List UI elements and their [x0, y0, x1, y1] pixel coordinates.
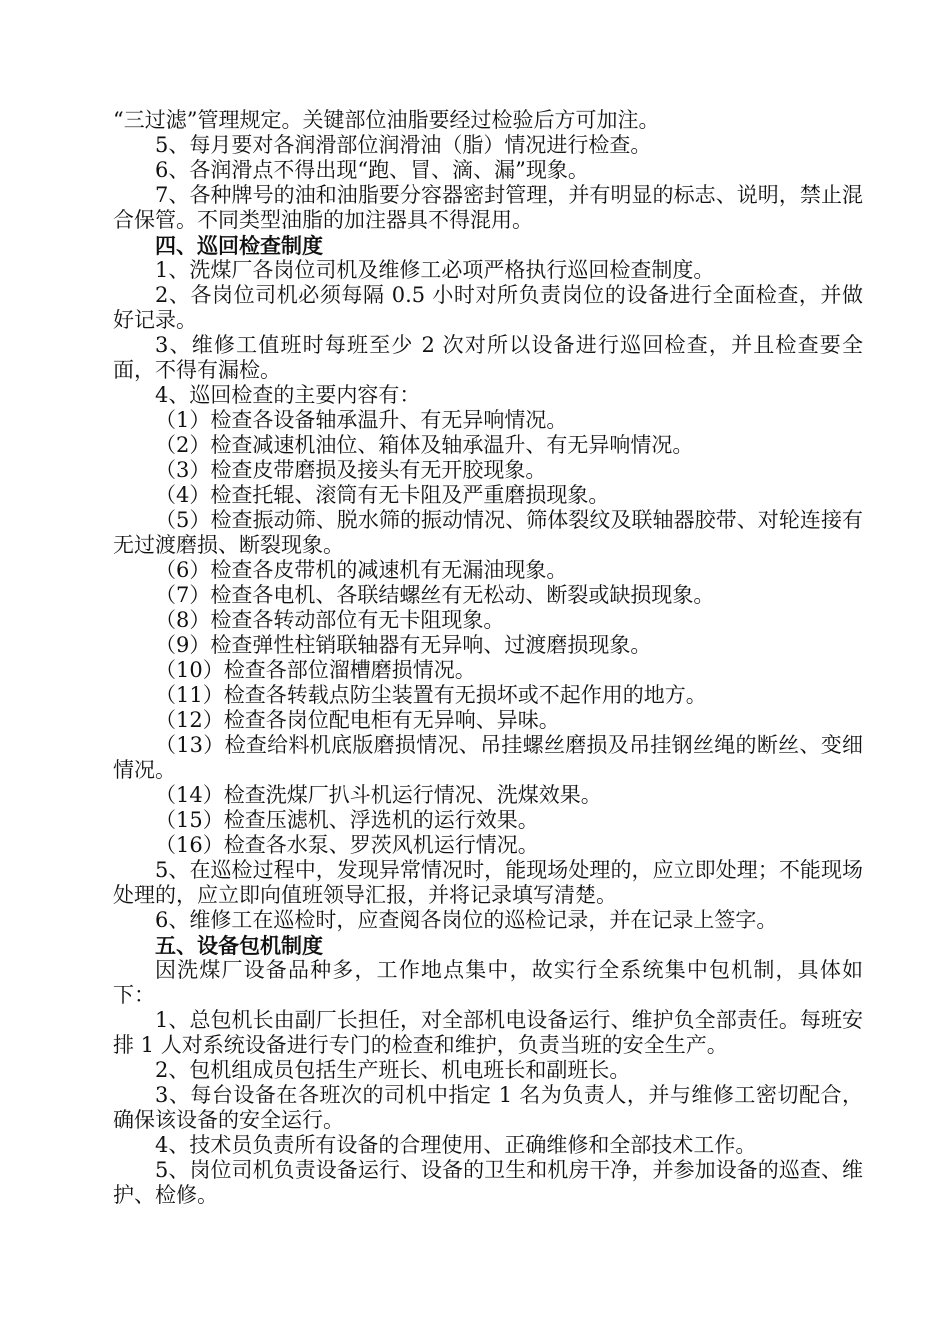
document-page — [113, 108, 863, 1208]
paragraph: 7、各种牌号的油和油脂要分容器密封管理，并有明显的标志、说明，禁止混合保管。不同类型油脂的加注器具不得混用。 — [113, 183, 863, 232]
paragraph: 4、巡回检查的主要内容有： — [155, 383, 421, 407]
paragraph: （12）检查各岗位配电柜有无异响、异味。 — [155, 708, 560, 732]
paragraph: （2）检查减速机油位、箱体及轴承温升、有无异响情况。 — [155, 433, 694, 457]
paragraph: （14）检查洗煤厂扒斗机运行情况、洗煤效果。 — [155, 783, 602, 807]
paragraph: 3、每台设备在各班次的司机中指定 1 名为负责人，并与维修工密切配合，确保该设备的安全运行。 — [113, 1083, 863, 1132]
paragraph: （11）检查各转载点防尘装置有无损坏或不起作用的地方。 — [155, 683, 707, 707]
paragraph: （7）检查各电机、各联结螺丝有无松动、断裂或缺损现象。 — [155, 583, 715, 607]
paragraph: 3、维修工值班时每班至少 2 次对所以设备进行巡回检查，并且检查要全面，不得有漏检。 — [113, 333, 863, 382]
paragraph: “三过滤”管理规定。关键部位油脂要经过检验后方可加注。 — [113, 108, 660, 132]
paragraph: （9）检查弹性柱销联轴器有无异响、过渡磨损现象。 — [155, 633, 652, 657]
paragraph: （3）检查皮带磨损及接头有无开胶现象。 — [155, 458, 547, 482]
section-heading: 四、巡回检查制度 — [155, 233, 323, 258]
paragraph: （16）检查各水泵、罗茨风机运行情况。 — [155, 833, 539, 857]
paragraph: （15）检查压滤机、浮选机的运行效果。 — [155, 808, 539, 832]
paragraph: 因洗煤厂设备品种多，工作地点集中，故实行全系统集中包机制，具体如下： — [113, 958, 863, 1007]
paragraph: （6）检查各皮带机的减速机有无漏油现象。 — [155, 558, 568, 582]
paragraph: （1）检查各设备轴承温升、有无异响情况。 — [155, 408, 568, 432]
paragraph: （13）检查给料机底版磨损情况、吊挂螺丝磨损及吊挂钢丝绳的断丝、变细情况。 — [113, 733, 863, 782]
paragraph: （4）检查托辊、滚筒有无卡阻及严重磨损现象。 — [155, 483, 610, 507]
paragraph: （5）检查振动筛、脱水筛的振动情况、筛体裂纹及联轴器胶带、对轮连接有无过渡磨损、断裂现象。 — [113, 508, 863, 557]
paragraph: 1、总包机长由副厂长担任，对全部机电设备运行、维护负全部责任。每班安排 1 人对系统设备进行专门的检查和维护，负责当班的安全生产。 — [113, 1008, 863, 1057]
paragraph: 5、岗位司机负责设备运行、设备的卫生和机房干净，并参加设备的巡查、维护、检修。 — [113, 1158, 863, 1207]
paragraph: 1、洗煤厂各岗位司机及维修工必项严格执行巡回检查制度。 — [155, 258, 715, 282]
paragraph: 6、维修工在巡检时，应查阅各岗位的巡检记录，并在记录上签字。 — [155, 908, 778, 932]
paragraph: （8）检查各转动部位有无卡阻现象。 — [155, 608, 505, 632]
paragraph: （10）检查各部位溜槽磨损情况。 — [155, 658, 476, 682]
paragraph: 4、技术员负责所有设备的合理使用、正确维修和全部技术工作。 — [155, 1133, 757, 1157]
section-heading: 五、设备包机制度 — [155, 933, 323, 958]
paragraph: 5、每月要对各润滑部位润滑油（脂）情况进行检查。 — [155, 133, 652, 157]
paragraph: 2、各岗位司机必须每隔 0.5 小时对所负责岗位的设备进行全面检查，并做好记录。 — [113, 283, 863, 332]
paragraph: 6、各润滑点不得出现“跑、冒、滴、漏”现象。 — [155, 158, 589, 182]
paragraph: 5、在巡检过程中，发现异常情况时，能现场处理的，应立即处理；不能现场处理的，应立即向值班领导汇报，并将记录填写清楚。 — [113, 858, 863, 907]
paragraph: 2、包机组成员包括生产班长、机电班长和副班长。 — [155, 1058, 631, 1082]
